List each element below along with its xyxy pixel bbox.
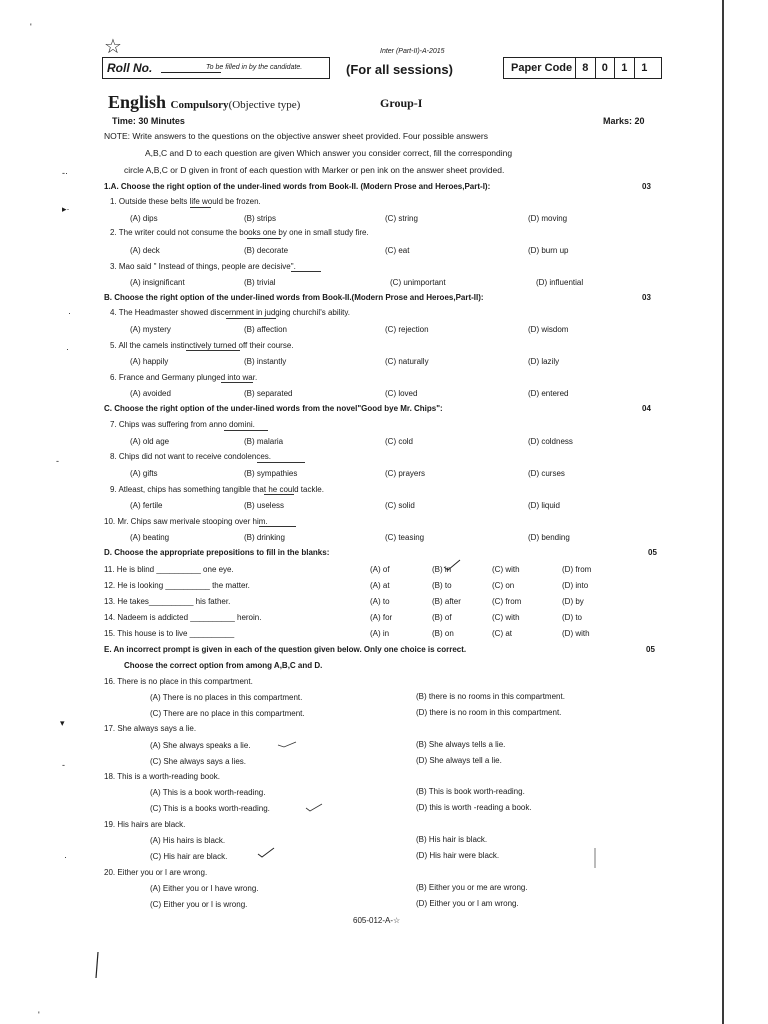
option-d[interactable]: (D) into [562, 581, 589, 590]
word-underline [190, 207, 211, 208]
paper-title [108, 92, 300, 113]
note-line: NOTE: Write answers to the questions on the objective answer sheet provided. Four possible answers [104, 131, 488, 141]
option-a[interactable]: (A) gifts [130, 469, 158, 478]
option-b[interactable]: (B) This is book worth-reading. [416, 787, 525, 796]
option-d[interactable]: (D) influential [536, 278, 584, 287]
option-a[interactable]: (A) in [370, 629, 390, 638]
option-c[interactable]: (C) string [385, 214, 418, 223]
paper-code-digit: 1 [615, 58, 635, 78]
question-stem: 16. There is no place in this compartment. [104, 677, 253, 686]
option-a[interactable]: (A) deck [130, 246, 160, 255]
paper-code-digit: 8 [576, 58, 596, 78]
word-underline [264, 494, 294, 495]
section-b-marks: 03 [642, 293, 651, 302]
option-b[interactable]: (B) there is no rooms in this compartment. [416, 692, 565, 701]
paper-code-digit: 0 [596, 58, 616, 78]
margin-mark: - [56, 456, 59, 466]
marks-label: Marks: 20 [603, 116, 645, 126]
page-edge [722, 0, 724, 1024]
section-a-title: 1.A. Choose the right option of the under-lined words from Book-II. (Modern Prose and Heroes,Part-I): [104, 182, 491, 191]
option-c[interactable]: (C) unimportant [390, 278, 446, 287]
question-stem: 13. He takes__________ his father. [104, 597, 231, 606]
option-d[interactable]: (D) bending [528, 533, 570, 542]
option-b[interactable]: (B) His hair is black. [416, 835, 488, 844]
question-stem: 18. This is a worth-reading book. [104, 772, 220, 781]
option-b[interactable]: (B) separated [244, 389, 293, 398]
option-b[interactable]: (B) She always tells a lie. [416, 740, 506, 749]
word-underline [226, 318, 276, 319]
option-d[interactable]: (D) moving [528, 214, 568, 223]
option-c[interactable]: (C) from [492, 597, 522, 606]
option-c[interactable]: (C) with [492, 565, 520, 574]
option-d[interactable]: (D) She always tell a lie. [416, 756, 502, 765]
option-a[interactable]: (A) of [370, 565, 390, 574]
option-d[interactable]: (D) entered [528, 389, 569, 398]
option-b[interactable]: (B) in [432, 565, 452, 574]
title-main: English [108, 92, 167, 112]
option-b[interactable]: (B) after [432, 597, 461, 606]
option-c[interactable]: (C) solid [385, 501, 415, 510]
question-stem: 10. Mr. Chips saw merivale stooping over him. [104, 517, 268, 526]
title-type: (Objective type) [228, 99, 301, 111]
question-stem: 9. Atleast, chips has something tangible that he could tackle. [110, 485, 324, 494]
question-stem: 7. Chips was suffering from anno domini. [110, 420, 255, 429]
option-a[interactable]: (A) old age [130, 437, 170, 446]
option-a[interactable]: (A) avoided [130, 389, 171, 398]
option-d[interactable]: (D) coldness [528, 437, 573, 446]
title-sub: Compulsory [170, 99, 229, 111]
word-underline [221, 382, 253, 383]
option-a[interactable]: (A) There is no places in this compartment. [150, 693, 303, 702]
checkmark-icon [256, 846, 276, 860]
option-c[interactable]: (C) There are no place in this compartment. [150, 709, 305, 718]
question-stem: 20. Either you or I are wrong. [104, 868, 208, 877]
question-stem: 1. Outside these belts life would be frozen. [110, 197, 261, 206]
word-underline [224, 430, 268, 431]
checkmark-icon [442, 558, 462, 572]
option-c[interactable]: (C) rejection [385, 325, 429, 334]
question-stem: 19. His hairs are black. [104, 820, 186, 829]
option-d[interactable]: (D) His hair were black. [416, 851, 500, 860]
question-stem: 17. She always says a lie. [104, 724, 197, 733]
paper-code-digit: 1 [641, 62, 648, 74]
question-stem: 14. Nadeem is addicted __________ heroin. [104, 613, 262, 622]
option-d[interactable]: (D) Either you or I am wrong. [416, 899, 519, 908]
question-stem: 11. He is blind __________ one eye. [104, 565, 234, 574]
section-e-marks: 05 [646, 645, 655, 654]
margin-mark: ▸· [62, 204, 70, 214]
option-b[interactable]: (B) on [432, 629, 454, 638]
note-line: A,B,C and D to each question are given Which answer you consider correct, fill the corresponding [145, 148, 513, 158]
section-b-title: B. Choose the right option of the under-lined words from Book-II.(Modern Prose and Heroes,Part-II): [104, 293, 484, 302]
question-stem: 15. This house is to live __________ [104, 629, 235, 638]
option-b[interactable]: (B) strips [244, 214, 276, 223]
section-c-title: C. Choose the right option of the under-lined words from the novel"Good bye Mr. Chips": [104, 404, 443, 413]
question-stem: 3. Mao said " Instead of things, people are decisive". [110, 262, 296, 271]
option-a[interactable]: (A) This is a book worth-reading. [150, 788, 266, 797]
question-stem: 8. Chips did not want to receive condolences. [110, 452, 271, 461]
option-a[interactable]: (A) to [370, 597, 390, 606]
option-c[interactable]: (C) eat [385, 246, 410, 255]
section-e-title: E. An incorrect prompt is given in each of the question given below. Only one choice is correct. [104, 645, 467, 654]
margin-mark: ' [30, 22, 32, 32]
option-b[interactable]: (B) of [432, 613, 452, 622]
option-b[interactable]: (B) trivial [244, 278, 276, 287]
margin-mark: · [68, 308, 71, 318]
option-a[interactable]: (A) Either you or I have wrong. [150, 884, 259, 893]
option-b[interactable]: (B) Either you or me are wrong. [416, 883, 528, 892]
option-a[interactable]: (A) insignificant [130, 278, 185, 287]
option-d[interactable]: (D) with [562, 629, 590, 638]
option-a[interactable]: (A) beating [130, 533, 170, 542]
option-a[interactable]: (A) fertile [130, 501, 163, 510]
exam-reference: Inter (Part-II)-A-2015 [380, 48, 445, 55]
section-d-title: D. Choose the appropriate prepositions to fill in the blanks: [104, 548, 330, 557]
option-a[interactable]: (A) for [370, 613, 393, 622]
option-c[interactable]: (C) This is a books worth-reading. [150, 804, 270, 813]
option-b[interactable]: (B) useless [244, 501, 285, 510]
star-icon: ☆ [104, 36, 122, 58]
question-stem: 12. He is looking __________ the matter. [104, 581, 250, 590]
group-label: Group-I [380, 96, 423, 110]
option-b[interactable]: (B) affection [244, 325, 287, 334]
option-a[interactable]: (A) at [370, 581, 390, 590]
option-c[interactable]: (C) prayers [385, 469, 426, 478]
option-c[interactable]: (C) His hair are black. [150, 852, 228, 861]
option-c[interactable]: (C) with [492, 613, 520, 622]
checkmark-icon [276, 740, 298, 750]
roll-note: To be filled in by the candidate. [206, 64, 303, 71]
option-a[interactable]: (A) His hairs is black. [150, 836, 226, 845]
option-c[interactable]: (C) teasing [385, 533, 425, 542]
question-stem: 6. France and Germany plunged into war. [110, 373, 258, 382]
option-b[interactable]: (B) decorate [244, 246, 289, 255]
option-c[interactable]: (C) She always says a lies. [150, 757, 247, 766]
sessions-label: (For all sessions) [346, 62, 453, 77]
pen-stroke [92, 950, 102, 980]
roll-number-box[interactable] [102, 57, 330, 79]
pen-stroke [592, 846, 598, 870]
roll-blank [161, 72, 221, 73]
option-b[interactable]: (B) sympathies [244, 469, 298, 478]
option-a[interactable]: (A) mystery [130, 325, 171, 334]
option-c[interactable]: (C) at [492, 629, 512, 638]
option-c[interactable]: (C) naturally [385, 357, 429, 366]
option-c[interactable]: (C) Either you or I is wrong. [150, 900, 248, 909]
option-d[interactable]: (D) this is worth -reading a book. [416, 803, 532, 812]
section-d-marks: 05 [648, 548, 657, 557]
option-d[interactable]: (D) there is no room in this compartment. [416, 708, 562, 717]
margin-mark: · [66, 344, 69, 354]
question-stem: 2. The writer could not consume the books one by one in small study fire. [110, 228, 369, 237]
option-b[interactable]: (B) to [432, 581, 452, 590]
option-d[interactable]: (D) by [562, 597, 584, 606]
margin-mark: - [62, 760, 65, 770]
option-d[interactable]: (D) to [562, 613, 582, 622]
roll-label: Roll No. [107, 61, 153, 75]
option-a[interactable]: (A) dips [130, 214, 158, 223]
option-d[interactable]: (D) curses [528, 469, 565, 478]
option-d[interactable]: (D) liquid [528, 501, 561, 510]
margin-mark: ▾ [60, 718, 65, 728]
option-b[interactable]: (B) instantly [244, 357, 287, 366]
word-underline [259, 526, 296, 527]
option-c[interactable]: (C) loved [385, 389, 418, 398]
section-a-marks: 03 [642, 182, 651, 191]
note-line: circle A,B,C or D given in front of each question with Marker or pen ink on the answer sheet provided. [124, 165, 505, 175]
time-label: Time: 30 Minutes [112, 116, 185, 126]
footer-code: 605-012-A-☆ [353, 916, 401, 925]
option-c[interactable]: (C) on [492, 581, 515, 590]
option-b[interactable]: (B) malaria [244, 437, 284, 446]
option-b[interactable]: (B) drinking [244, 533, 285, 542]
word-underline [186, 350, 240, 351]
question-stem: 4. The Headmaster showed discernment in judging churchil's ability. [110, 308, 351, 317]
option-d[interactable]: (D) burn up [528, 246, 569, 255]
option-a[interactable]: (A) She always speaks a lie. [150, 741, 251, 750]
paper-code-box [503, 57, 662, 79]
option-c[interactable]: (C) cold [385, 437, 414, 446]
word-underline [257, 462, 305, 463]
margin-mark: ' [38, 1010, 40, 1020]
question-stem: 5. All the camels instinctively turned off their course. [110, 341, 294, 350]
margin-mark: · [64, 852, 67, 862]
word-underline [247, 238, 281, 239]
word-underline [291, 271, 321, 272]
option-d[interactable]: (D) wisdom [528, 325, 569, 334]
checkmark-icon [304, 802, 324, 814]
option-d[interactable]: (D) from [562, 565, 592, 574]
section-e-subtitle: Choose the correct option from among A,B,C and D. [124, 661, 323, 670]
option-a[interactable]: (A) happily [130, 357, 169, 366]
section-c-marks: 04 [642, 404, 651, 413]
margin-mark: -· [62, 168, 68, 178]
paper-code-label: Paper Code [504, 58, 576, 78]
option-d[interactable]: (D) lazily [528, 357, 560, 366]
